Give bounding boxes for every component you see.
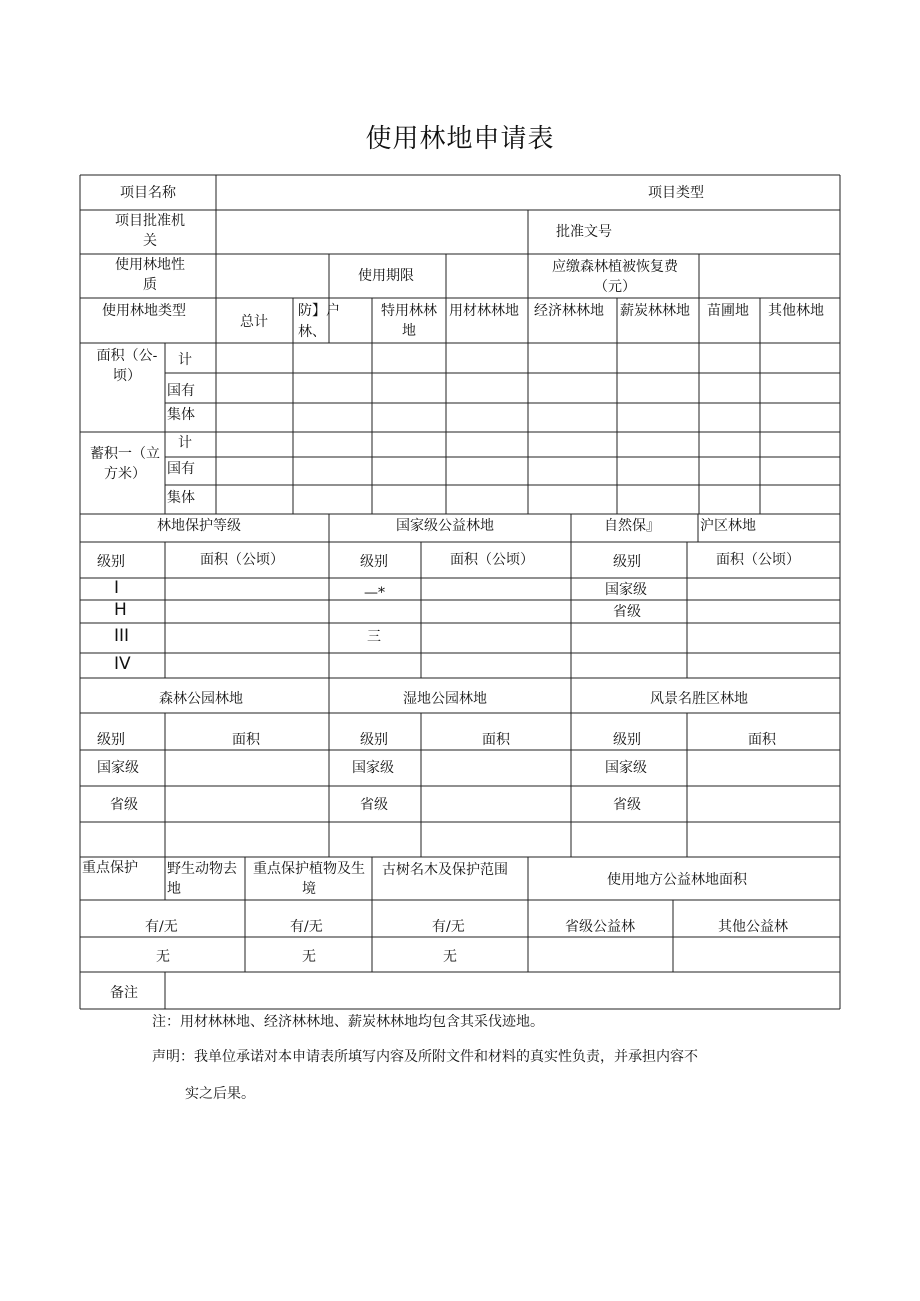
area-header-mid: 面积（公顷） xyxy=(450,552,534,568)
grade-left-1: I xyxy=(114,578,120,598)
use-period-label: 使用期限 xyxy=(358,268,414,284)
local-public-forest-label: 使用地方公益林地面积 xyxy=(607,872,747,888)
grade-mid-1: —* xyxy=(364,585,385,601)
nature-reserve-title-a: 自然保』 xyxy=(604,518,660,534)
grade-header-left: 级别 xyxy=(97,554,125,570)
page-title: 使用林地申请表 xyxy=(365,124,555,154)
area-row-collective: 集体 xyxy=(167,407,195,423)
other-public-forest-label: 其他公益林 xyxy=(718,919,788,935)
value-3: 无 xyxy=(443,949,457,965)
park-national-mid: 国家级 xyxy=(352,760,394,776)
grade-left-4: IV xyxy=(114,654,131,674)
area-row-total: 计 xyxy=(178,352,192,368)
provincial-public-forest-label: 省级公益林 xyxy=(565,919,635,935)
approval-doc-no-label: 批准文号 xyxy=(556,224,612,240)
national-public-forest-title: 国家级公益林地 xyxy=(396,518,494,534)
area-header-right: 面积（公顷） xyxy=(716,552,800,568)
ancient-trees-label: 古树名木及保护范围 xyxy=(382,862,508,878)
grade-right-national: 国家级 xyxy=(605,582,647,598)
area-row-state: 国有 xyxy=(167,383,195,399)
grade-mid-3: 三 xyxy=(367,629,381,645)
land-type-col-special: 特用林林地 xyxy=(381,303,437,339)
land-type-col-firewood: 薪炭林林地 xyxy=(620,303,690,319)
project-type-label: 项目类型 xyxy=(648,185,704,201)
land-type-col-timber: 用材林林地 xyxy=(449,303,519,319)
protected-plants-label: 重点保护植物及生境 xyxy=(253,861,365,897)
land-type-col-nursery: 苗圃地 xyxy=(707,303,749,319)
forest-park-title: 森林公园林地 xyxy=(159,691,243,707)
volume-row-collective: 集体 xyxy=(167,490,195,506)
declaration-continued: 实之后果。 xyxy=(185,1086,255,1102)
land-type-row-label: 使用林地类型 xyxy=(102,303,186,319)
area-header-left: 面积（公顷） xyxy=(200,552,284,568)
grade-header-mid: 级别 xyxy=(360,554,388,570)
grade-header-right: 级别 xyxy=(613,554,641,570)
park-national-right: 国家级 xyxy=(605,760,647,776)
land-type-col-protection: 防】户林、 xyxy=(298,303,340,340)
park-provincial-right: 省级 xyxy=(613,797,641,813)
yes-no-1: 有/无 xyxy=(145,919,178,935)
value-1: 无 xyxy=(156,949,170,965)
value-2: 无 xyxy=(302,949,316,965)
land-nature-label: 使用林地性质 xyxy=(115,257,185,293)
nature-reserve-title-b: 沪区林地 xyxy=(700,518,756,534)
yes-no-3: 有/无 xyxy=(432,919,465,935)
grade-left-3: III xyxy=(114,626,130,646)
volume-row-total: 计 xyxy=(178,435,192,451)
land-type-col-other: 其他林地 xyxy=(768,303,824,319)
volume-row-state: 国有 xyxy=(167,461,195,477)
grade-left-2: H xyxy=(114,600,127,620)
declaration: 声明：我单位承诺对本申请表所填写内容及所附文件和材料的真实性负责，并承担内容不 xyxy=(152,1049,698,1065)
remarks-label: 备注 xyxy=(110,985,138,1001)
yes-no-2: 有/无 xyxy=(290,919,323,935)
wildlife-habitat-label: 野生动物去地 xyxy=(167,861,237,897)
park-provincial-left: 省级 xyxy=(110,797,138,813)
park-area-header-mid: 面积 xyxy=(482,732,510,748)
restoration-fee-label: 应缴森林植被恢复费（元） xyxy=(552,259,678,295)
park-grade-header-mid: 级别 xyxy=(360,732,388,748)
approval-authority-label: 项目批准机关 xyxy=(115,213,185,249)
project-name-label: 项目名称 xyxy=(120,185,176,201)
park-national-left: 国家级 xyxy=(97,760,139,776)
park-area-header-left: 面积 xyxy=(232,732,260,748)
park-grade-header-left: 级别 xyxy=(97,732,125,748)
footnote: 注：用材林林地、经济林林地、薪炭林林地均包含其采伐迹地。 xyxy=(152,1014,544,1030)
key-protection-label: 重点保护 xyxy=(82,860,138,876)
area-label: 面积（公-顷） xyxy=(96,348,158,384)
park-grade-header-right: 级别 xyxy=(613,732,641,748)
land-type-col-economic: 经济林林地 xyxy=(534,303,604,319)
protection-grade-title: 林地保护等级 xyxy=(157,518,241,534)
volume-label: 蓄积一（立方米） xyxy=(90,446,160,482)
scenic-area-title: 风景名胜区林地 xyxy=(650,691,748,707)
park-area-header-right: 面积 xyxy=(748,732,776,748)
wetland-park-title: 湿地公园林地 xyxy=(403,691,487,707)
park-provincial-mid: 省级 xyxy=(360,797,388,813)
grade-right-provincial: 省级 xyxy=(613,604,641,620)
land-type-col-total: 总计 xyxy=(240,314,268,330)
